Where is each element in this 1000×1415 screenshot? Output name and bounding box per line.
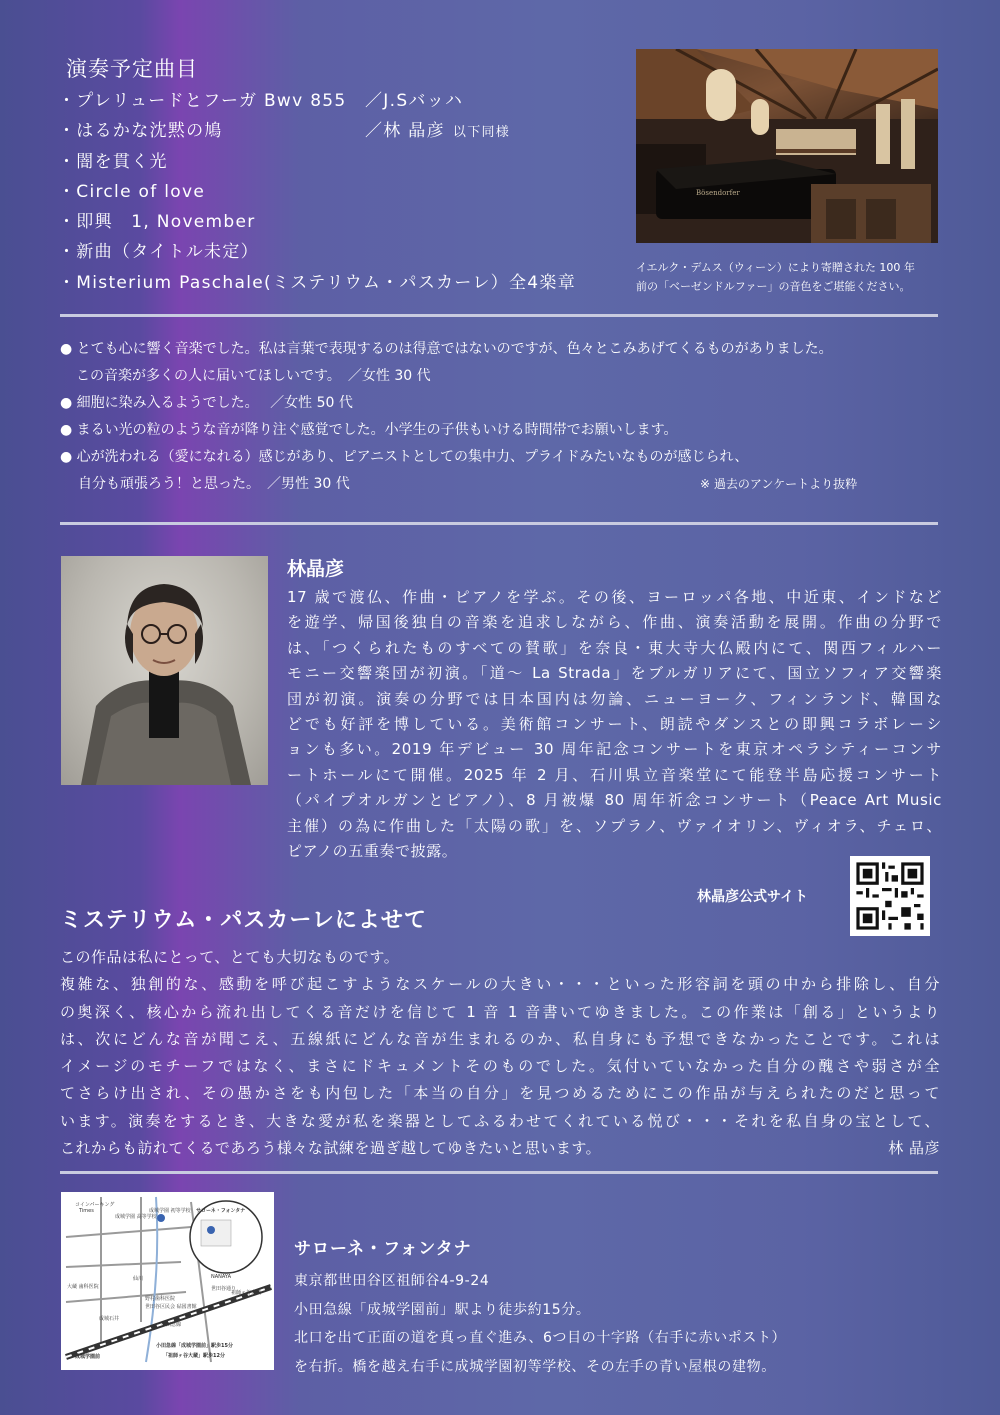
program-list xyxy=(58,86,576,298)
photo-caption xyxy=(636,258,946,296)
essay-signature: 林 晶彦 xyxy=(888,1139,940,1158)
program-item-title: ・即興 1, November xyxy=(58,212,256,233)
testimonial-line: ● とても心に響く音楽でした。私は言葉で表現するのは得意ではないのですが、色々とこみあげてくるものがありました。 xyxy=(60,341,833,357)
map-label: コインパーキング xyxy=(75,1202,115,1208)
venue-map[interactable] xyxy=(61,1192,274,1370)
map-label: 「祖師ヶ谷大蔵」駅歩12分 xyxy=(163,1353,225,1359)
map-label: 成城学園 高等学校 xyxy=(115,1214,157,1220)
map-label: 大蔵 歯科医院 xyxy=(67,1284,99,1290)
caption-line: イエルク・デムス（ウィーン）により寄贈された 100 年 xyxy=(636,261,915,274)
map-label: 成城石井 xyxy=(99,1316,120,1322)
map-label: 祖師ヶ谷大蔵 xyxy=(231,1290,262,1296)
caption-line: 前の「ベーゼンドルファー」の音色をご堪能ください。 xyxy=(636,280,911,293)
venue-info xyxy=(294,1267,786,1381)
testimonial-line: この音楽が多くの人に届いてほしいです。 ／女性 30 代 xyxy=(76,368,431,384)
bio-line: ョンも多い。2019 年デビュー 30 周年記念コンサートを東京オペラシティーコンサ xyxy=(287,740,942,759)
essay-line: てさらけ出され、その愚かさをも内包した「本当の自分」を見つめるためにこの作品が与えられたのだと思って xyxy=(60,1084,940,1103)
map-illustration xyxy=(61,1192,274,1370)
program-item xyxy=(58,177,576,207)
divider xyxy=(60,1171,938,1174)
essay-body xyxy=(60,944,940,1162)
testimonial-line: ● まるい光の粒のような音が降り注ぐ感覚でした。小学生の子供もいける時間帯でお願いします。 xyxy=(60,422,678,438)
program-item-title: ・はるかな沈黙の鳩 xyxy=(58,121,223,142)
bio-line: を遊学、帰国後独自の音楽を追求しながら、作曲、演奏活動を展開。作曲の分野で xyxy=(287,613,942,632)
biography xyxy=(287,585,942,864)
map-label: 世田谷区民会 砧図書館 xyxy=(145,1304,197,1310)
map-label: 仙川 xyxy=(133,1276,144,1282)
map-label: 成城学園前 xyxy=(75,1354,101,1360)
essay-line: 複雑な、独創的な、感動を呼び起こすようなスケールの大きい・・・といった形容詞を頭の中から排除し、自分 xyxy=(60,975,940,994)
bio-line: 主催）の為に作曲した「太陽の歌」を、ソプラノ、ヴァイオリン、ヴィオラ、チェロ、 xyxy=(287,816,942,835)
program-item-title: ・プレリュードとフーガ Bwv 855 xyxy=(58,91,347,111)
map-label: 野村歯科医院 xyxy=(145,1296,176,1302)
map-label: 小田急線 xyxy=(161,1322,182,1328)
program-item xyxy=(58,237,576,267)
essay-line: います。演奏をするとき、大きな愛が私を楽器としてふるわせてくれている悦び・・・それを私自身の宝として、 xyxy=(60,1111,940,1130)
pianist-name: 林晶彦 xyxy=(287,558,345,580)
pianist-portrait xyxy=(61,556,268,785)
divider xyxy=(60,314,938,317)
program-item-composer: ／J.Sバッハ xyxy=(365,91,464,111)
map-label: Times xyxy=(79,1208,94,1214)
essay-title: ミステリウム・パスカーレによせて xyxy=(60,908,427,933)
bio-line: ートホールにて開催。2025 年 2 月、石川県立音楽堂にて能登半島応援コンサート xyxy=(287,765,942,784)
piano-brand: Bösendorfer xyxy=(696,189,740,197)
program-item xyxy=(58,116,576,146)
essay-line: これからも訪れてくるであろう様々な試練を過ぎ越してゆきたいと思います。 xyxy=(60,1139,602,1158)
venue-direction-line: 北口を出て正面の道を真っ直ぐ進み、6つ目の十字路（右手に赤いポスト） xyxy=(294,1330,787,1347)
source-note: ※ 過去のアンケートより抜粋 xyxy=(700,477,858,491)
qr-code[interactable] xyxy=(850,856,930,936)
program-item xyxy=(58,86,576,116)
essay-line: この作品は私にとって、とても大切なものです。 xyxy=(60,948,400,966)
venue-name: サローネ・フォンタナ xyxy=(294,1239,472,1259)
map-label: サローネ・フォンタナ xyxy=(196,1208,246,1214)
venue-direction-line: を右折。橋を越え右手に成城学園初等学校、その左手の青い屋根の建物。 xyxy=(294,1358,776,1375)
divider xyxy=(60,522,938,525)
program-item-title: ・Misterium Paschale(ミステリウム・パスカーレ）全4楽章 xyxy=(58,272,577,293)
essay-line: の奥深く、核心から流れ出してくる音だけを信じて 1 音 1 音書いてゆきました。この作業は「創る」というより xyxy=(60,1002,940,1021)
bio-line: ピアノの五重奏で披露。 xyxy=(287,841,458,860)
program-item xyxy=(58,207,576,237)
essay-line: イメージのモチーフではなく、まさにドキュメントそのものでした。気付いていなかった自分の醜さや弱さが全 xyxy=(60,1057,940,1076)
testimonial-line: ● 心が洗われる（愛になれる）感じがあり、ピアニストとしての集中力、プライドみたいなものが感じられ、 xyxy=(60,449,749,465)
program-item xyxy=(58,268,576,298)
bio-line: （パイプオルガンとピアノ）、8 月被爆 80 周年祈念コンサート（Peace Art Music xyxy=(287,791,942,810)
program-item-title: ・闇を貫く光 xyxy=(58,151,168,172)
map-label: 成城学園 初等学校 xyxy=(149,1208,191,1214)
testimonial-line: ● 細胞に染み入るようでした。 ／女性 50 代 xyxy=(60,395,353,411)
program-item-note: 以下同様 xyxy=(452,125,511,141)
map-label: NANAYA xyxy=(211,1274,232,1280)
concert-hall-illustration xyxy=(636,49,938,243)
program-item-title: ・Circle of love xyxy=(58,181,206,202)
program-item xyxy=(58,147,576,177)
bio-line: は、「つくられたものすべての賛歌」を奈良・東大寺大仏殿内にて、関西フィルハー xyxy=(287,638,942,657)
venue-direction-line: 小田急線「成城学園前」駅より徒歩約15分。 xyxy=(294,1301,591,1318)
program-item-title: ・新曲（タイトル未定） xyxy=(58,242,259,263)
bio-line: 団が初演。演奏の分野では日本国内は勿論、ニューヨーク、フィンランド、韓国な xyxy=(287,689,942,708)
bio-line: 17 歳で渡仏、作曲・ピアノを学ぶ。その後、ヨーロッパ各地、中近東、インドなど xyxy=(287,588,942,606)
concert-hall-photo xyxy=(636,49,938,243)
qr-code-icon xyxy=(850,856,930,936)
essay-line: は、次にどんな音が聞こえ、五線紙にどんな音が生まれるのか、私自身にも予想できなかったことです。これは xyxy=(60,1029,940,1048)
venue-address: 東京都世田谷区祖師谷4-9-24 xyxy=(294,1273,490,1289)
portrait-illustration xyxy=(61,556,268,785)
map-label: 世田谷通り xyxy=(211,1286,237,1292)
program-item-composer: ／林 晶彦 xyxy=(365,121,445,142)
bio-line: モニー交響楽団が初演。「道～ La Strada」をブルガリアにて、国立ソフィア交響楽 xyxy=(287,664,942,683)
official-site-label: 林晶彦公式サイト xyxy=(697,889,809,905)
bio-line: どでも好評を博している。美術館コンサート、朗読やダンスとの即興コラボレーシ xyxy=(287,714,942,733)
map-label: 小田急線「成城学園前」駅歩15分 xyxy=(156,1343,233,1349)
testimonial-line: 自分も頑張ろう！と思った。 ／男性 30 代 xyxy=(78,476,350,492)
program-title: 演奏予定曲目 xyxy=(66,57,198,81)
